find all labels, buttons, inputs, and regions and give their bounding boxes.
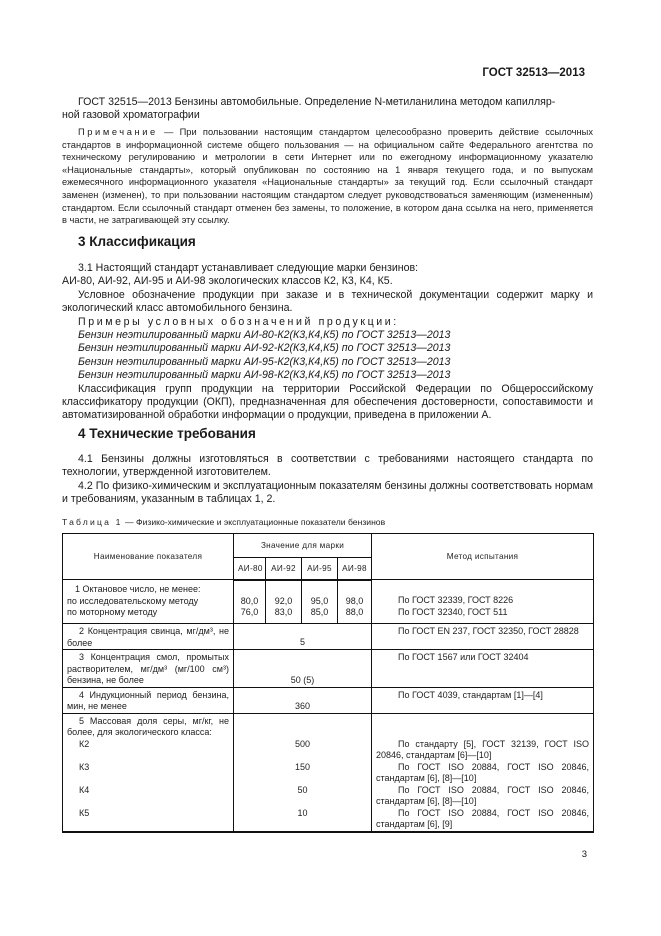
value-cell <box>338 580 372 624</box>
note-text: — При пользовании настоящим стандартом целесообразно проверить действие ссылочных стандартов в информационной системе общего пользования — на официальном сайте Федерального агентства по техническому регулированию и метрологии в сети Интернет или по ежегодному информационному указателю «Национальные стандарты», который опубликован по состоянию на 1 января текущего года, и по выпускам ежемесячного информационного указателя «Национальные стандарты» за текущий год. Если ссылочный стандарт заменен (изменен), то при пользовании настоящим стандартом следует руководствоваться заменяющим (измененным) стандартом. Если ссылочный стандарт отменен без замены, то положение, в котором дана ссылка на него, применяется в части, не затрагивающей эту ссылку. <box>62 127 593 226</box>
example-item: Бензин неэтилированный марки АИ-98-К2(К3,К4,К5) по ГОСТ 32513—2013 <box>78 369 451 382</box>
method-cell: По ГОСТ 1567 или ГОСТ 32404 <box>372 650 594 688</box>
grades-list: АИ-80, АИ-92, АИ-95 и АИ-98 экологических классов К2, К3, К4, К5. <box>62 275 393 288</box>
value-cell: 50 (5) <box>234 650 372 688</box>
class-method: По ГОСТ ISO 20884, ГОСТ ISO 20846, стандартам [6], [8]—[10] <box>376 784 590 806</box>
table-caption-text: — Физико-химические и эксплуатационные показатели бензинов <box>122 517 386 527</box>
header-method: Метод испытания <box>372 534 594 580</box>
table-1-caption <box>62 517 385 527</box>
table-row <box>63 687 594 713</box>
value-motor: 85,0 <box>310 607 329 617</box>
document-id-header: ГОСТ 32513—2013 <box>482 67 585 79</box>
class-label: К5 <box>79 807 90 818</box>
class-label: К4 <box>79 784 90 795</box>
clause-3-1: 3.1 Настоящий стандарт устанавливает следующие марки бензинов: <box>78 262 419 274</box>
example-item: Бензин неэтилированный марки АИ-92-К2(К3,К4,К5) по ГОСТ 32513—2013 <box>78 342 451 355</box>
header-grade: АИ-92 <box>266 558 302 580</box>
value-research: 95,0 <box>310 595 329 606</box>
classification-paragraph: Классификация групп продукции на территории Российской Федерации по Общероссийскому классификатору продукции (ОКП), предназначенная для обеспечения достоверности, сопоставимости и автоматизированной обработки информации о продукции, приведена в приложении А. <box>62 382 593 422</box>
value-cell <box>234 580 266 624</box>
value-motor: 76,0 <box>240 607 259 617</box>
reference-entry <box>62 96 593 123</box>
row-name <box>63 580 234 624</box>
section-4-body <box>62 453 593 507</box>
row-name: 4 Индукционный период бензина, мин, не менее <box>63 687 234 713</box>
note-paragraph <box>62 126 593 227</box>
row-name-line: по моторному методу <box>67 607 158 617</box>
value-motor: 88,0 <box>345 607 364 617</box>
section-3-heading: 3 Классификация <box>78 234 196 249</box>
table-row <box>63 624 594 650</box>
method-line: По ГОСТ 32339, ГОСТ 8226 <box>398 595 514 605</box>
page-number: 3 <box>581 849 587 860</box>
example-item: Бензин неэтилированный марки АИ-95-К2(К3,К4,К5) по ГОСТ 32513—2013 <box>78 355 451 368</box>
table-header-row <box>63 534 594 558</box>
header-name: Наименование показателя <box>63 534 234 580</box>
class-label: К3 <box>79 761 90 772</box>
class-method: По стандарту [5], ГОСТ 32139, ГОСТ ISO 20846, стандартам [6]—[10] <box>376 738 590 760</box>
reference-line-1: ГОСТ 32515—2013 Бензины автомобильные. Определение N-метиланилина методом капилляр- <box>78 96 556 108</box>
class-value: 10 <box>297 807 308 818</box>
row-name <box>63 713 234 832</box>
header-grade: АИ-95 <box>302 558 338 580</box>
class-value: 50 <box>297 784 308 795</box>
value-cell <box>234 713 372 832</box>
method-cell: По ГОСТ EN 237, ГОСТ 32350, ГОСТ 28828 <box>372 624 594 650</box>
value-cell <box>302 580 338 624</box>
class-label: К2 <box>79 738 90 749</box>
class-method: По ГОСТ ISO 20884, ГОСТ ISO 20846, стандартам [6], [8]—[10] <box>376 761 590 783</box>
table-row <box>63 580 594 624</box>
example-item: Бензин неэтилированный марки АИ-80-К2(К3,К4,К5) по ГОСТ 32513—2013 <box>78 329 451 342</box>
section-4-heading: 4 Технические требования <box>78 426 256 441</box>
clause-4-2: 4.2 По физико-химическим и эксплуатационным показателям бензины должны соответствовать нормам и требованиям, указанным в таблицах 1, 2. <box>62 479 593 506</box>
note-label: Примечание <box>78 127 158 137</box>
class-value: 500 <box>294 738 311 749</box>
value-research: 80,0 <box>240 595 259 606</box>
row-name: 3 Концентрация смол, промытых растворителем, мг/дм³ (мг/100 см³) бензина, не более <box>63 650 234 688</box>
method-line: По ГОСТ 32340, ГОСТ 511 <box>398 606 508 617</box>
row-name-text: 5 Массовая доля серы, мг/кг, не более, для экологического класса: <box>67 715 229 737</box>
method-cell <box>372 713 594 832</box>
method-cell: По ГОСТ 4039, стандартам [1]—[4] <box>372 687 594 713</box>
row-name-line: 1 Октановое число, не менее: <box>75 584 201 594</box>
class-value: 150 <box>294 761 311 772</box>
reference-line-2: ной газовой хроматографии <box>62 109 200 122</box>
value-cell <box>266 580 302 624</box>
designation-paragraph: Условное обозначение продукции при заказе и в технической документации содержит марку и экологический класс автомобильного бензина. <box>62 288 593 315</box>
section-3-body <box>62 262 593 423</box>
value-cell: 5 <box>234 624 372 650</box>
value-motor: 83,0 <box>274 607 293 617</box>
method-cell <box>372 580 594 624</box>
row-name-line: по исследовательскому методу <box>67 595 199 606</box>
table-row <box>63 650 594 688</box>
class-method: По ГОСТ ISO 20884, ГОСТ ISO 20846, стандартам [6], [9] <box>376 807 590 829</box>
table-1 <box>62 533 594 833</box>
header-grade: АИ-98 <box>338 558 372 580</box>
table-caption-label: Таблица 1 <box>62 517 123 527</box>
value-cell: 360 <box>234 687 372 713</box>
table-row <box>63 713 594 832</box>
value-research: 92,0 <box>274 595 293 606</box>
row-name: 2 Концентрация свинца, мг/дм³, не более <box>63 624 234 650</box>
header-value-group: Значение для марки <box>234 534 372 558</box>
value-research: 98,0 <box>345 595 364 606</box>
header-grade: АИ-80 <box>234 558 266 580</box>
examples-label: Примеры условных обозначений продукции: <box>78 315 399 328</box>
clause-4-1: 4.1 Бензины должны изготовляться в соответствии с требованиями настоящего стандарта по технологии, утвержденной изготовителем. <box>62 453 593 479</box>
